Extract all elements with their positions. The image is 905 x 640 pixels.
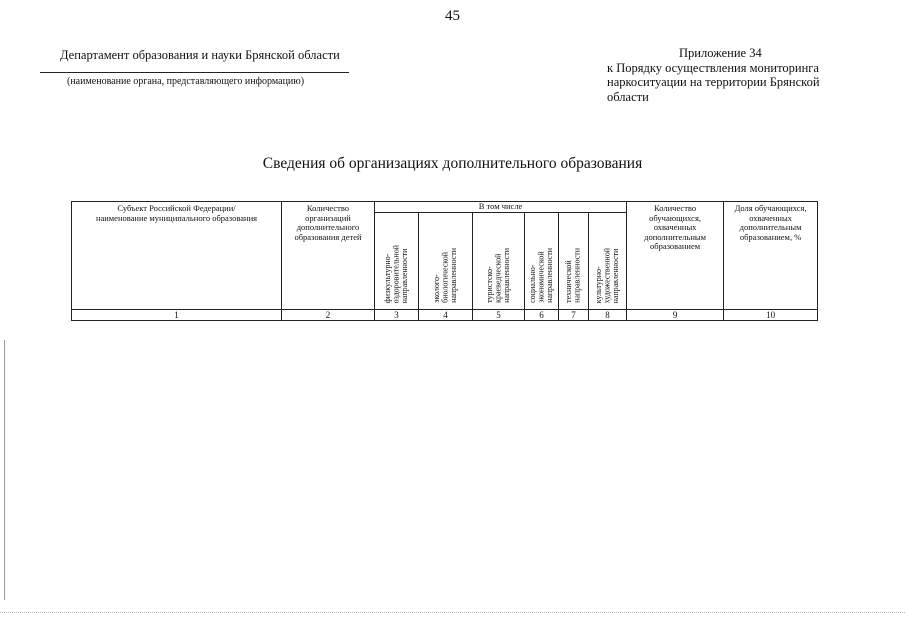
header-line: организаций <box>305 212 351 223</box>
header-line: технической <box>564 260 573 303</box>
header-line: биологической <box>440 252 450 303</box>
organization-name: Департамент образования и науки Брянской области <box>60 48 340 62</box>
header-line: образования детей <box>294 231 362 242</box>
header-students-share <box>724 202 818 310</box>
scan-noise-line <box>0 612 905 613</box>
header-line: культурно- <box>593 265 603 303</box>
header-line: направленности <box>501 248 511 303</box>
page-number: 45 <box>445 8 460 24</box>
appendix-line: наркоситуации на территории Брянской <box>607 75 820 89</box>
header-line: Субъект Российской Федерации/ <box>117 203 236 213</box>
header-line: направленности <box>448 248 458 303</box>
column-number: 5 <box>473 309 525 320</box>
appendix-line: к Порядку осуществления мониторинга <box>607 60 819 75</box>
header-line: Количество <box>654 203 697 213</box>
header-line: экономической <box>536 251 546 303</box>
header-tourist-local-history <box>473 212 525 309</box>
header-line: Доля обучающихся, <box>734 203 807 213</box>
appendix-title: Приложение 34 <box>679 46 762 60</box>
header-group-including: В том числе <box>375 202 627 213</box>
header-subject <box>72 202 282 310</box>
header-line: дополнительного <box>296 222 360 232</box>
header-line: художественной <box>602 247 612 303</box>
appendix-line: области <box>607 89 649 104</box>
column-number: 7 <box>559 309 589 320</box>
header-cultural-artistic <box>589 212 627 309</box>
document-title: Сведения об организациях дополнительного образования <box>262 155 643 172</box>
header-line: образованием <box>650 241 701 251</box>
header-physical-health <box>375 212 419 309</box>
header-line: эколого- <box>431 274 441 303</box>
header-line: охваченных <box>653 222 697 232</box>
header-line: направленности <box>399 248 409 303</box>
column-number: 1 <box>72 309 282 320</box>
header-line: направленности <box>610 248 620 303</box>
organization-underline <box>40 72 349 73</box>
column-number: 8 <box>589 309 627 320</box>
header-line: направленности <box>572 248 582 303</box>
header-line: образованием, % <box>739 231 802 242</box>
header-line: Количество <box>306 203 350 213</box>
column-number: 9 <box>627 309 724 320</box>
column-number: 6 <box>525 309 559 320</box>
header-students-count <box>627 202 724 310</box>
header-line: социально- <box>527 264 537 303</box>
data-table <box>71 201 818 321</box>
column-number: 10 <box>724 309 818 320</box>
appendix-block <box>607 46 847 104</box>
header-line: обучающихся, <box>649 212 701 223</box>
header-socio-economic <box>525 212 559 309</box>
column-number: 4 <box>419 309 473 320</box>
organization-caption: (наименование органа, представляющего информацию) <box>67 76 305 87</box>
header-line: направленности <box>544 248 554 303</box>
header-line: дополнительным <box>739 222 802 232</box>
header-line: охваченных <box>749 212 792 223</box>
column-number-row <box>72 309 818 320</box>
header-eco-biological <box>419 212 473 309</box>
column-number: 2 <box>282 309 375 320</box>
column-number: 3 <box>375 309 419 320</box>
header-line: краеведческой <box>493 253 503 303</box>
scan-edge-line <box>4 340 5 600</box>
header-technical <box>559 212 589 309</box>
header-line: дополнительным <box>644 231 706 242</box>
header-line: наименование муниципального образования <box>95 212 258 223</box>
header-line: туристско- <box>484 266 494 303</box>
header-line: оздоровительной <box>391 244 401 303</box>
header-org-count <box>282 202 375 310</box>
header-line: физкультурно- <box>382 253 392 303</box>
